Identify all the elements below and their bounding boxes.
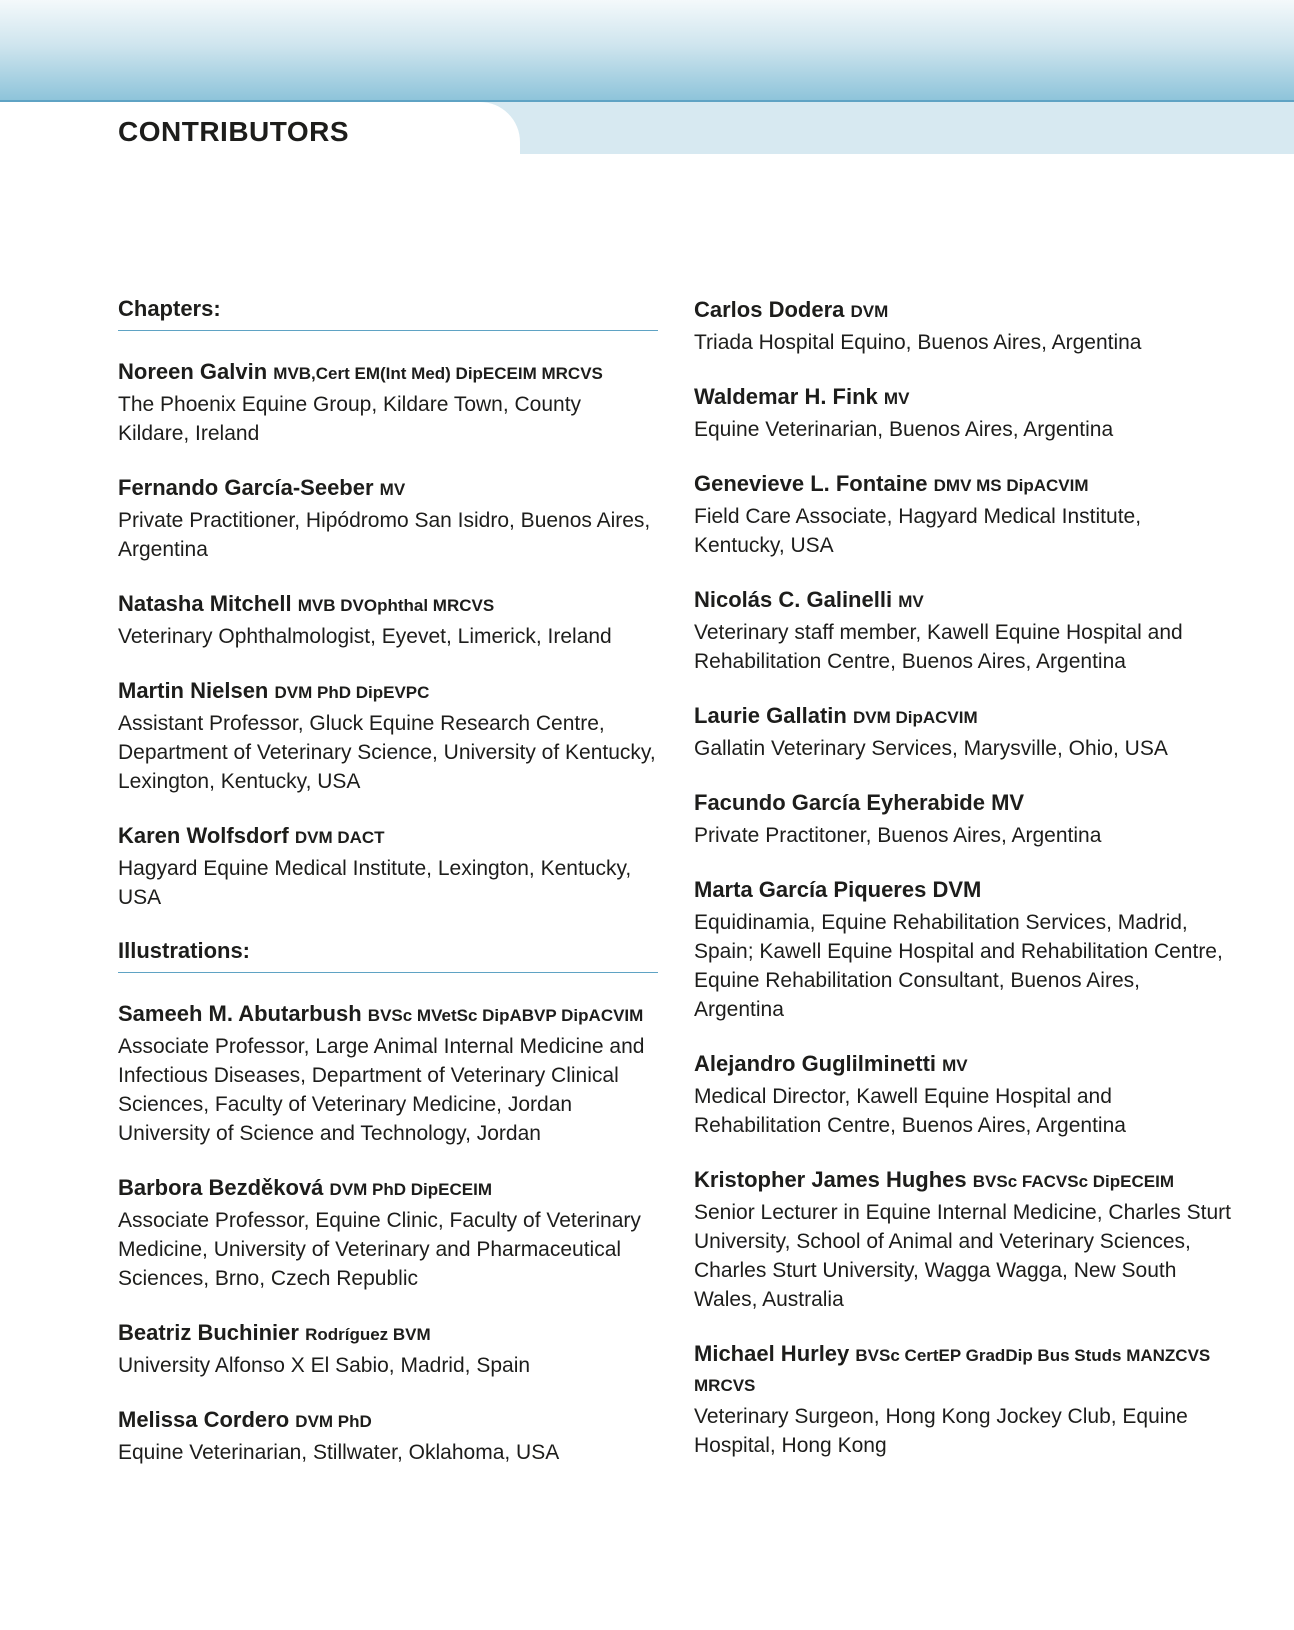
contributor-name: Nicolás C. Galinelli MV — [694, 587, 924, 612]
contributor-affiliation: Senior Lecturer in Equine Internal Medicine, Charles Sturt University, School of Animal and Veterinary Sciences, Charles Sturt University, Wagga Wagga, New South Wales, Australia — [694, 1201, 1231, 1311]
contributor-name: Michael Hurley BVSc CertEP GradDip Bus Studs MANZCVS MRCVS — [694, 1341, 1211, 1395]
contributor-affiliation: The Phoenix Equine Group, Kildare Town, County Kildare, Ireland — [118, 393, 582, 445]
contributor-entry — [118, 822, 658, 912]
contributor-affiliation: Private Practitioner, Hipódromo San Isidro, Buenos Aires, Argentina — [118, 509, 651, 561]
contributor-entry — [118, 590, 658, 651]
contributor-name: Facundo García Eyherabide MV — [694, 790, 1025, 815]
contributor-entry — [694, 470, 1234, 560]
contributor-credentials: DVM — [850, 302, 889, 321]
contributor-affiliation: Private Practitoner, Buenos Aires, Argentina — [694, 824, 1102, 847]
contributor-credentials: DVM PhD DipECEIM — [329, 1180, 492, 1199]
contributor-name: Alejandro Guglilminetti MV — [694, 1051, 968, 1076]
contributor-credentials: DVM PhD — [295, 1412, 372, 1431]
contributor-credentials: DVM DipACVIM — [852, 708, 978, 727]
contributor-entry — [118, 677, 658, 796]
contributor-credentials: DVM DACT — [294, 828, 385, 847]
contributor-entry — [694, 702, 1234, 763]
contributor-name: Laurie Gallatin DVM DipACVIM — [694, 703, 978, 728]
contributor-name: Sameeh M. Abutarbush BVSc MVetSc DipABVP DipACVIM — [118, 1001, 644, 1026]
contributor-entry — [694, 383, 1234, 444]
page-title: CONTRIBUTORS — [118, 116, 350, 147]
contributor-name: Barbora Bezděková DVM PhD DipECEIM — [118, 1175, 492, 1200]
contributor-name: Noreen Galvin MVB,Cert EM(Int Med) DipECEIM MRCVS — [118, 359, 603, 384]
contributor-affiliation: Assistant Professor, Gluck Equine Research Centre, Department of Veterinary Science, University of Kentucky, Lexington, Kentucky, USA — [118, 712, 656, 793]
contributor-entry — [118, 358, 658, 448]
contributor-name: Waldemar H. Fink MV — [694, 384, 910, 409]
contributor-credentials: BVSc CertEP GradDip Bus Studs MANZCVS MRCVS — [694, 1346, 1211, 1395]
contributor-affiliation: Equine Veterinarian, Stillwater, Oklahoma, USA — [118, 1441, 560, 1464]
contributor-entry — [694, 1340, 1234, 1460]
contributor-credentials: MV — [898, 592, 924, 611]
contributor-entry — [694, 1166, 1234, 1314]
contributor-affiliation: Associate Professor, Equine Clinic, Faculty of Veterinary Medicine, University of Veterinary and Pharmaceutical Sciences, Brno, Czech Republic — [118, 1209, 641, 1290]
contributor-affiliation: Field Care Associate, Hagyard Medical Institute, Kentucky, USA — [694, 505, 1142, 557]
contributor-name: Carlos Dodera DVM — [694, 297, 889, 322]
contributor-entry — [118, 1174, 658, 1293]
contributor-entry — [694, 1050, 1234, 1140]
left-column — [118, 296, 658, 1493]
contributor-credentials: MV — [379, 480, 406, 499]
contributor-affiliation: Hagyard Equine Medical Institute, Lexington, Kentucky, USA — [118, 857, 632, 909]
contributor-affiliation: Veterinary Surgeon, Hong Kong Jockey Club, Equine Hospital, Hong Kong — [694, 1405, 1188, 1457]
contributor-name: Genevieve L. Fontaine DMV MS DipACVIM — [694, 471, 1089, 496]
contributor-affiliation: Medical Director, Kawell Equine Hospital and Rehabilitation Centre, Buenos Aires, Argentina — [694, 1085, 1126, 1137]
contributor-affiliation: Veterinary staff member, Kawell Equine Hospital and Rehabilitation Centre, Buenos Aires, Argentina — [694, 621, 1183, 673]
contributor-credentials: Rodríguez BVM — [305, 1325, 431, 1344]
chapters-heading: Chapters: — [118, 296, 658, 331]
contributor-name: Beatriz Buchinier Rodríguez BVM — [118, 1320, 431, 1345]
contributor-affiliation: University Alfonso X El Sabio, Madrid, Spain — [118, 1354, 531, 1377]
contributor-entry — [694, 586, 1234, 676]
contributor-name: Marta García Piqueres DVM — [694, 877, 982, 902]
contributor-credentials: MVB,Cert EM(Int Med) DipECEIM MRCVS — [273, 364, 603, 383]
contributor-entry — [118, 1319, 658, 1380]
right-column — [694, 296, 1234, 1486]
contributor-name: Martin Nielsen DVM PhD DipEVPC — [118, 678, 430, 703]
contributor-name: Fernando García-Seeber MV — [118, 475, 406, 500]
contributor-credentials: BVSc MVetSc DipABVP DipACVIM — [367, 1006, 644, 1025]
contributor-credentials: BVSc FACVSc DipECEIM — [972, 1172, 1174, 1191]
contributor-name: Kristopher James Hughes BVSc FACVSc DipECEIM — [694, 1167, 1174, 1192]
contributor-credentials: DVM PhD DipEVPC — [274, 683, 430, 702]
contributor-affiliation: Equine Veterinarian, Buenos Aires, Argentina — [694, 418, 1114, 441]
contributor-entry — [694, 296, 1234, 357]
contributor-entry — [694, 789, 1234, 850]
contributor-credentials: MVB DVOphthal MRCVS — [297, 596, 495, 615]
contributor-entry — [118, 474, 658, 564]
contributor-credentials: MV — [883, 389, 910, 408]
contributor-credentials: MV — [942, 1056, 968, 1075]
contributor-affiliation: Equidinamia, Equine Rehabilitation Services, Madrid, Spain; Kawell Equine Hospital and Rehabilitation Centre, Equine Rehabilitation Consultant, Buenos Aires, Argentina — [694, 911, 1223, 1021]
contributor-affiliation: Gallatin Veterinary Services, Marysville, Ohio, USA — [694, 737, 1168, 760]
contributor-name: Karen Wolfsdorf DVM DACT — [118, 823, 385, 848]
header-band — [0, 0, 1294, 102]
contributor-name: Melissa Cordero DVM PhD — [118, 1407, 372, 1432]
contributor-entry — [118, 1406, 658, 1467]
contributor-entry — [694, 876, 1234, 1024]
contributor-affiliation: Veterinary Ophthalmologist, Eyevet, Limerick, Ireland — [118, 625, 612, 648]
contributor-affiliation: Triada Hospital Equino, Buenos Aires, Argentina — [694, 331, 1142, 354]
contributor-credentials: DMV MS DipACVIM — [933, 476, 1089, 495]
illustrations-heading: Illustrations: — [118, 938, 658, 973]
header-tab-strip — [470, 102, 1294, 154]
contributor-affiliation: Associate Professor, Large Animal Internal Medicine and Infectious Diseases, Department of Veterinary Clinical Sciences, Faculty of Veterinary Medicine, Jordan University of Science and Technology, Jordan — [118, 1035, 645, 1145]
contributor-entry — [118, 1000, 658, 1148]
contributor-name: Natasha Mitchell MVB DVOphthal MRCVS — [118, 591, 495, 616]
